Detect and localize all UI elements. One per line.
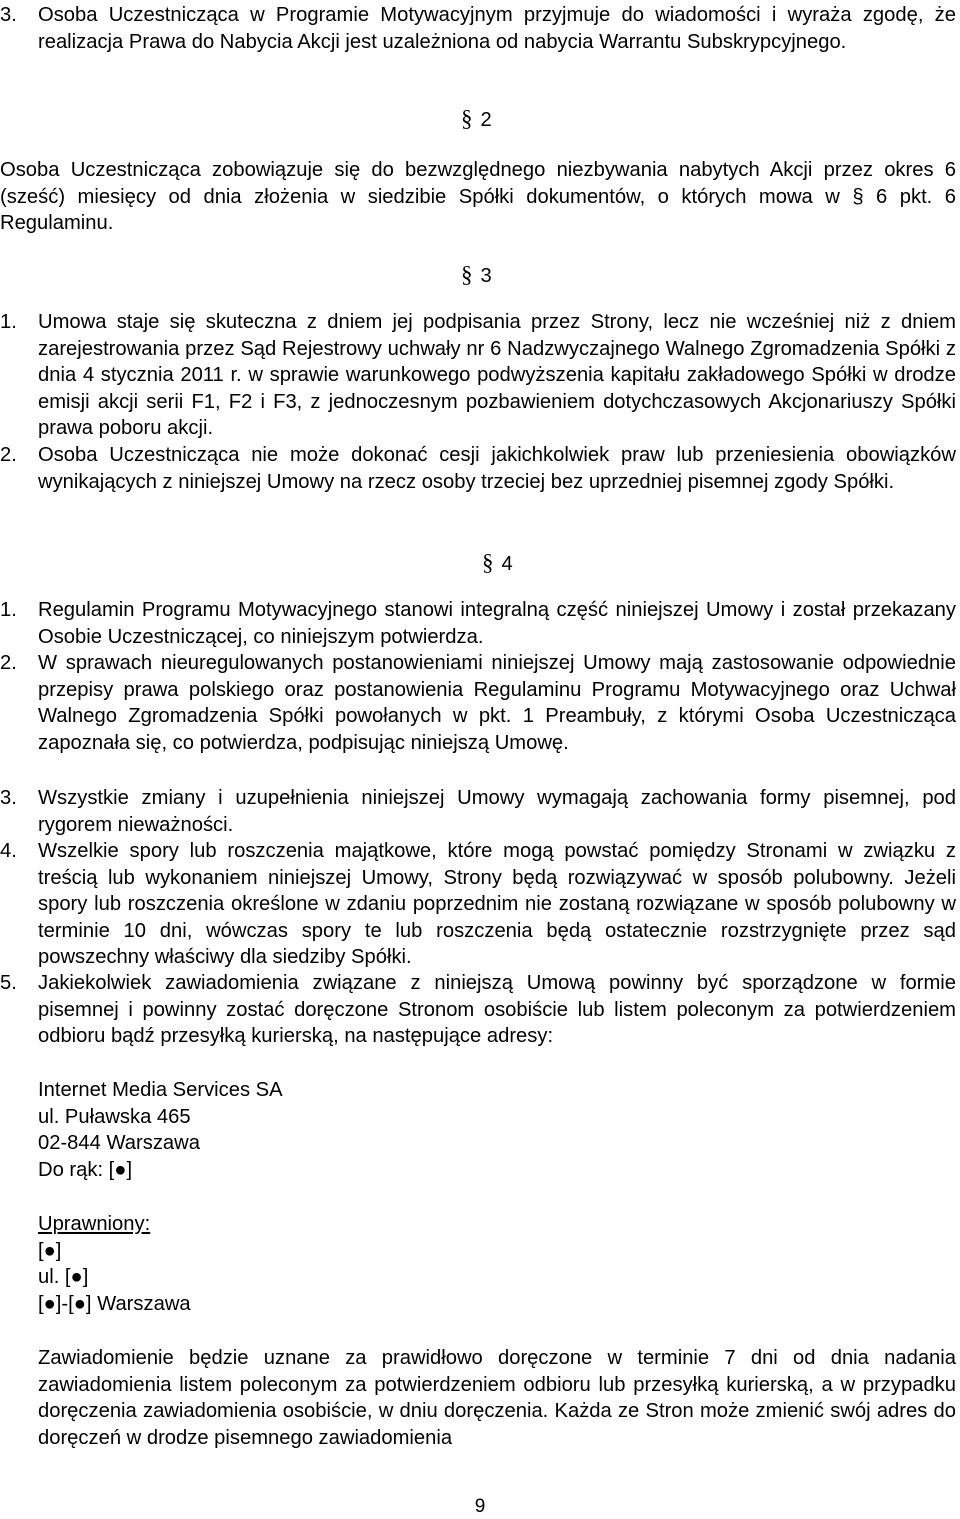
section-sign: § (482, 550, 494, 575)
section-4-item-3 (0, 785, 956, 838)
list-item-text: W sprawach nieuregulowanych postanowieniami niniejszej Umowy mają zastosowanie odpowiednie przepisy prawa polskiego oraz postanowienia Regulaminu Programu Motywacyjnego oraz Uchwał Walnego Zgromadzenia Spółki powołanych w pkt. 1 Preambuły, z którymi Osoba Uczestnicząca zapoznała się, co potwierdza, podpisując niniejszą Umowę. (38, 652, 956, 754)
list-item-number: 4. (0, 840, 17, 862)
section-sign: § (461, 106, 473, 131)
list-item-3 (0, 2, 956, 55)
list-item-number: 1. (0, 311, 17, 333)
list-item-text: Osoba Uczestnicząca w Programie Motywacyjnym przyjmuje do wiadomości i wyraża zgodę, że realizacja Prawa do Nabycia Akcji jest uzależniona od nabycia Warrantu Subskrypcyjnego. (38, 4, 956, 53)
section-4-item-4 (0, 838, 956, 971)
section-4-item-1 (0, 597, 956, 650)
section-3-heading (461, 262, 492, 289)
section-3-item-2 (0, 442, 956, 495)
company-name: Internet Media Services SA (38, 1079, 283, 1101)
company-street: ul. Puławska 465 (38, 1105, 191, 1128)
list-item-text: Umowa staje się skuteczna z dniem jej podpisania przez Strony, lecz nie wcześniej niż z dniem zarejestrowania przez Sąd Rejestrowy uchwały nr 6 Nadzwyczajnego Walnego Zgromadzenia Spółki z dnia 4 stycznia 2011 r. w sprawie warunkowego podwyższenia kapitału zakładowego Spółki w drodze emisji akcji serii F1, F2 i F3, z jednoczesnym pozbawieniem dotychczasowych Akcjonariuszy Spółki prawa poboru akcji. (38, 311, 956, 439)
list-item-text: Wszystkie zmiany i uzupełnienia niniejszej Umowy wymagają zachowania formy pisemnej, pod rygorem nieważności. (38, 787, 956, 836)
company-city: 02-844 Warszawa (38, 1132, 200, 1154)
section-4-item-5 (0, 970, 956, 1050)
participant-heading: Uprawniony: (38, 1213, 151, 1235)
participant-name: [●] (38, 1239, 62, 1262)
section-sign: § (461, 262, 473, 287)
list-item-text: Regulamin Programu Motywacyjnego stanowi integralną część niniejszej Umowy i został przekazany Osobie Uczestniczącej, co niniejszym potwierdza. (38, 599, 956, 648)
list-item-number: 2. (0, 444, 17, 466)
list-item-number: 1. (0, 599, 17, 621)
participant-city: [●]-[●] Warszawa (38, 1292, 191, 1315)
list-item-number: 3. (0, 4, 17, 26)
closing-paragraph: Zawiadomienie będzie uznane za prawidłowo doręczone w terminie 7 dni od dnia nadania zawiadomienia listem poleconym za potwierdzeniem odbioru lub przesyłką kurierską, a w przypadku doręczenia zawiadomienia osobiście, w dniu doręczenia. Każda ze Stron może zmienić swój adres do doręczeń w drodze pisemnego zawiadomienia (38, 1347, 956, 1449)
section-4-item-2 (0, 650, 956, 756)
participant-address (38, 1211, 191, 1317)
company-attention: Do rąk: [●] (38, 1158, 133, 1181)
list-item-text: Jakiekolwiek zawiadomienia związane z niniejszą Umową powinny być sporządzone w formie pisemnej i powinny zostać doręczone Stronom osobiście lub listem poleconym za potwierdzeniem odbioru bądź przesyłką kurierską, na następujące adresy: (38, 972, 956, 1047)
list-item-number: 5. (0, 972, 17, 994)
list-item-number: 3. (0, 787, 17, 809)
company-address (38, 1077, 283, 1183)
section-number: 2 (480, 109, 492, 131)
list-item-number: 2. (0, 652, 17, 674)
page-number: 9 (474, 1496, 486, 1517)
list-item-text: Osoba Uczestnicząca nie może dokonać cesji jakichkolwiek praw lub przeniesienia obowiązków wynikających z niniejszej Umowy na rzecz osoby trzeciej bez uprzedniej pisemnej zgody Spółki. (38, 444, 956, 493)
section-number: 4 (501, 553, 513, 575)
list-item-text: Wszelkie spory lub roszczenia majątkowe, które mogą powstać pomiędzy Stronami w związku z treścią lub wykonaniem niniejszej Umowy, Strony będą rozwiązywać w sposób polubowny. Jeżeli spory lub roszczenia określone w zdaniu poprzednim nie zostaną rozwiązane w sposób polubowny w terminie 10 dni, wówczas spory te lub roszczenia będą ostatecznie rozstrzygnięte przez sąd powszechny właściwy dla siedziby Spółki. (38, 840, 956, 968)
participant-street: ul. [●] (38, 1266, 89, 1288)
section-number: 3 (480, 265, 492, 287)
section-4-heading (482, 550, 513, 577)
section-3-item-1 (0, 309, 956, 442)
section-2-heading (461, 106, 492, 133)
section-2-text: Osoba Uczestnicząca zobowiązuje się do bezwzględnego niezbywania nabytych Akcji przez okres 6 (sześć) miesięcy od dnia złożenia w siedzibie Spółki dokumentów, o których mowa w § 6 pkt. 6 Regulaminu. (0, 159, 956, 234)
